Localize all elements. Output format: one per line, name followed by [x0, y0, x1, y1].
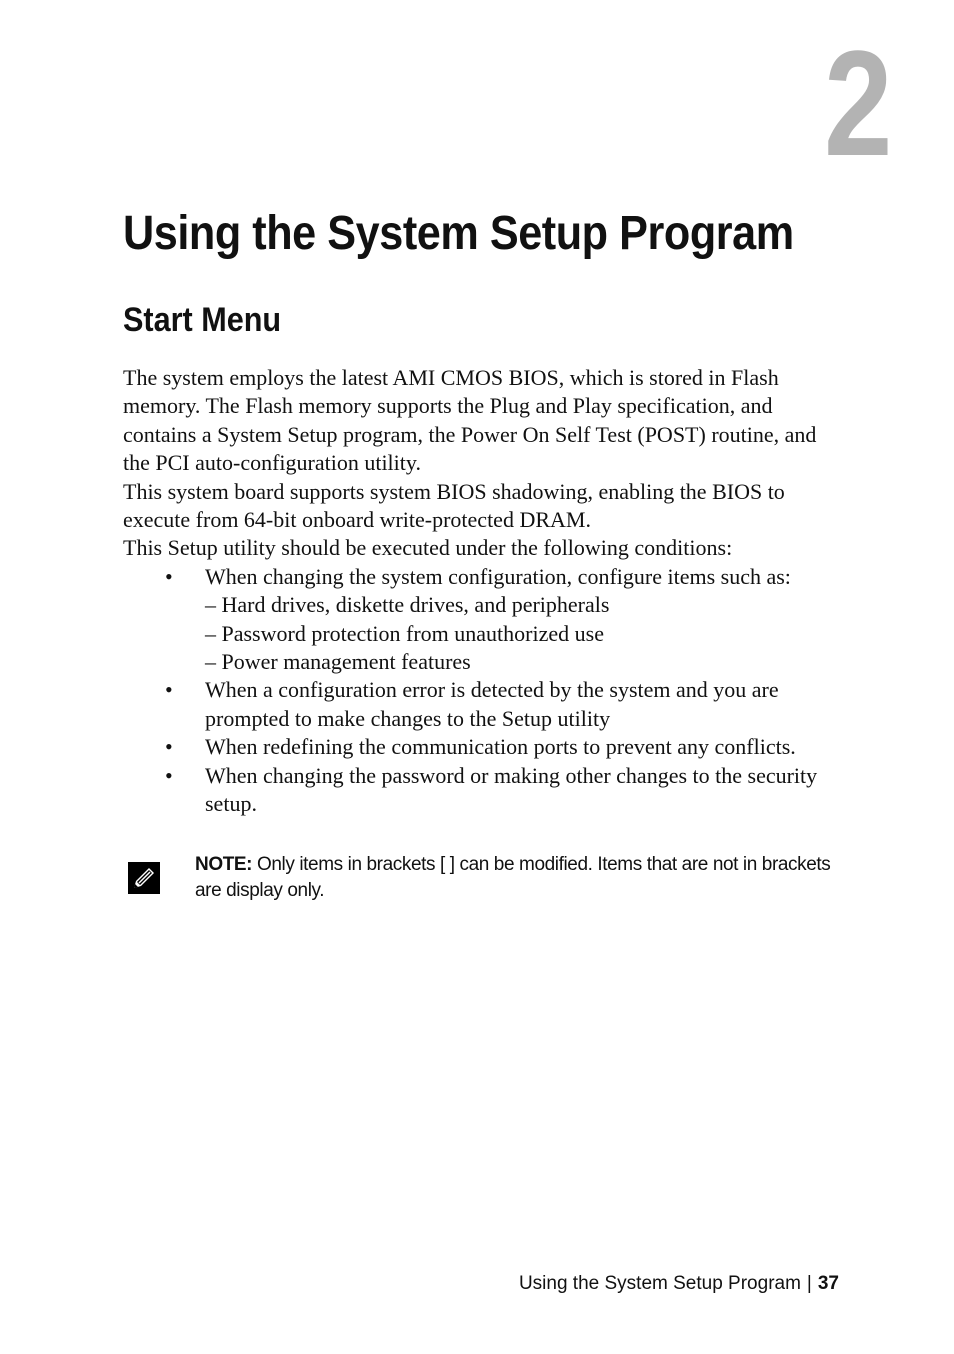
list-item-text: When changing the password or making other changes to the security setup.: [205, 762, 818, 817]
page-footer: [519, 1272, 839, 1296]
paragraph-bios-intro: The system employs the latest AMI CMOS BIOS, which is stored in Flash memory. The Flash memory supports the Plug and Play specification, and contains a System Setup program, the Power On Self Test (POST) routine, and the PCI auto-configuration utility.: [123, 365, 817, 476]
chapter-number: 2: [823, 19, 892, 187]
list-item: [123, 563, 843, 677]
footer-title: Using the System Setup Program: [518, 1273, 801, 1294]
chapter-title: Using the System Setup Program: [123, 207, 794, 260]
note-pencil-icon: [128, 862, 160, 894]
paragraph-conditions-intro: This Setup utility should be executed under the following conditions:: [123, 535, 733, 561]
note-text: [195, 852, 848, 904]
conditions-list: [123, 563, 843, 819]
sub-list-item: – Power management features: [205, 649, 471, 675]
note-box: [128, 852, 848, 904]
list-item-text: When redefining the communication ports to prevent any conflicts.: [205, 734, 796, 760]
sub-list-item: – Hard drives, diskette drives, and peripherals: [205, 592, 610, 618]
bullet: •: [165, 734, 173, 760]
list-item: [123, 676, 843, 733]
list-item-text: When a configuration error is detected by the system and you are prompted to make changes to the Setup utility: [205, 677, 779, 731]
bullet: •: [165, 563, 173, 589]
list-item: [123, 733, 843, 761]
bullet: •: [165, 762, 173, 788]
body-text: [123, 364, 843, 819]
footer-separator: |: [806, 1273, 812, 1294]
section-title: Start Menu: [123, 301, 282, 339]
note-body: Only items in brackets [ ] can be modified. Items that are not in brackets are display only.: [195, 854, 831, 901]
sub-list-item: – Password protection from unauthorized use: [205, 620, 604, 646]
note-label: NOTE:: [195, 854, 253, 875]
paragraph-shadowing: This system board supports system BIOS shadowing, enabling the BIOS to execute from 64-bit onboard write-protected DRAM.: [123, 478, 785, 533]
page-number: 37: [817, 1273, 839, 1294]
list-item: [123, 762, 843, 819]
bullet: •: [165, 677, 173, 703]
list-item-text: When changing the system configuration, configure items such as:: [205, 563, 791, 589]
